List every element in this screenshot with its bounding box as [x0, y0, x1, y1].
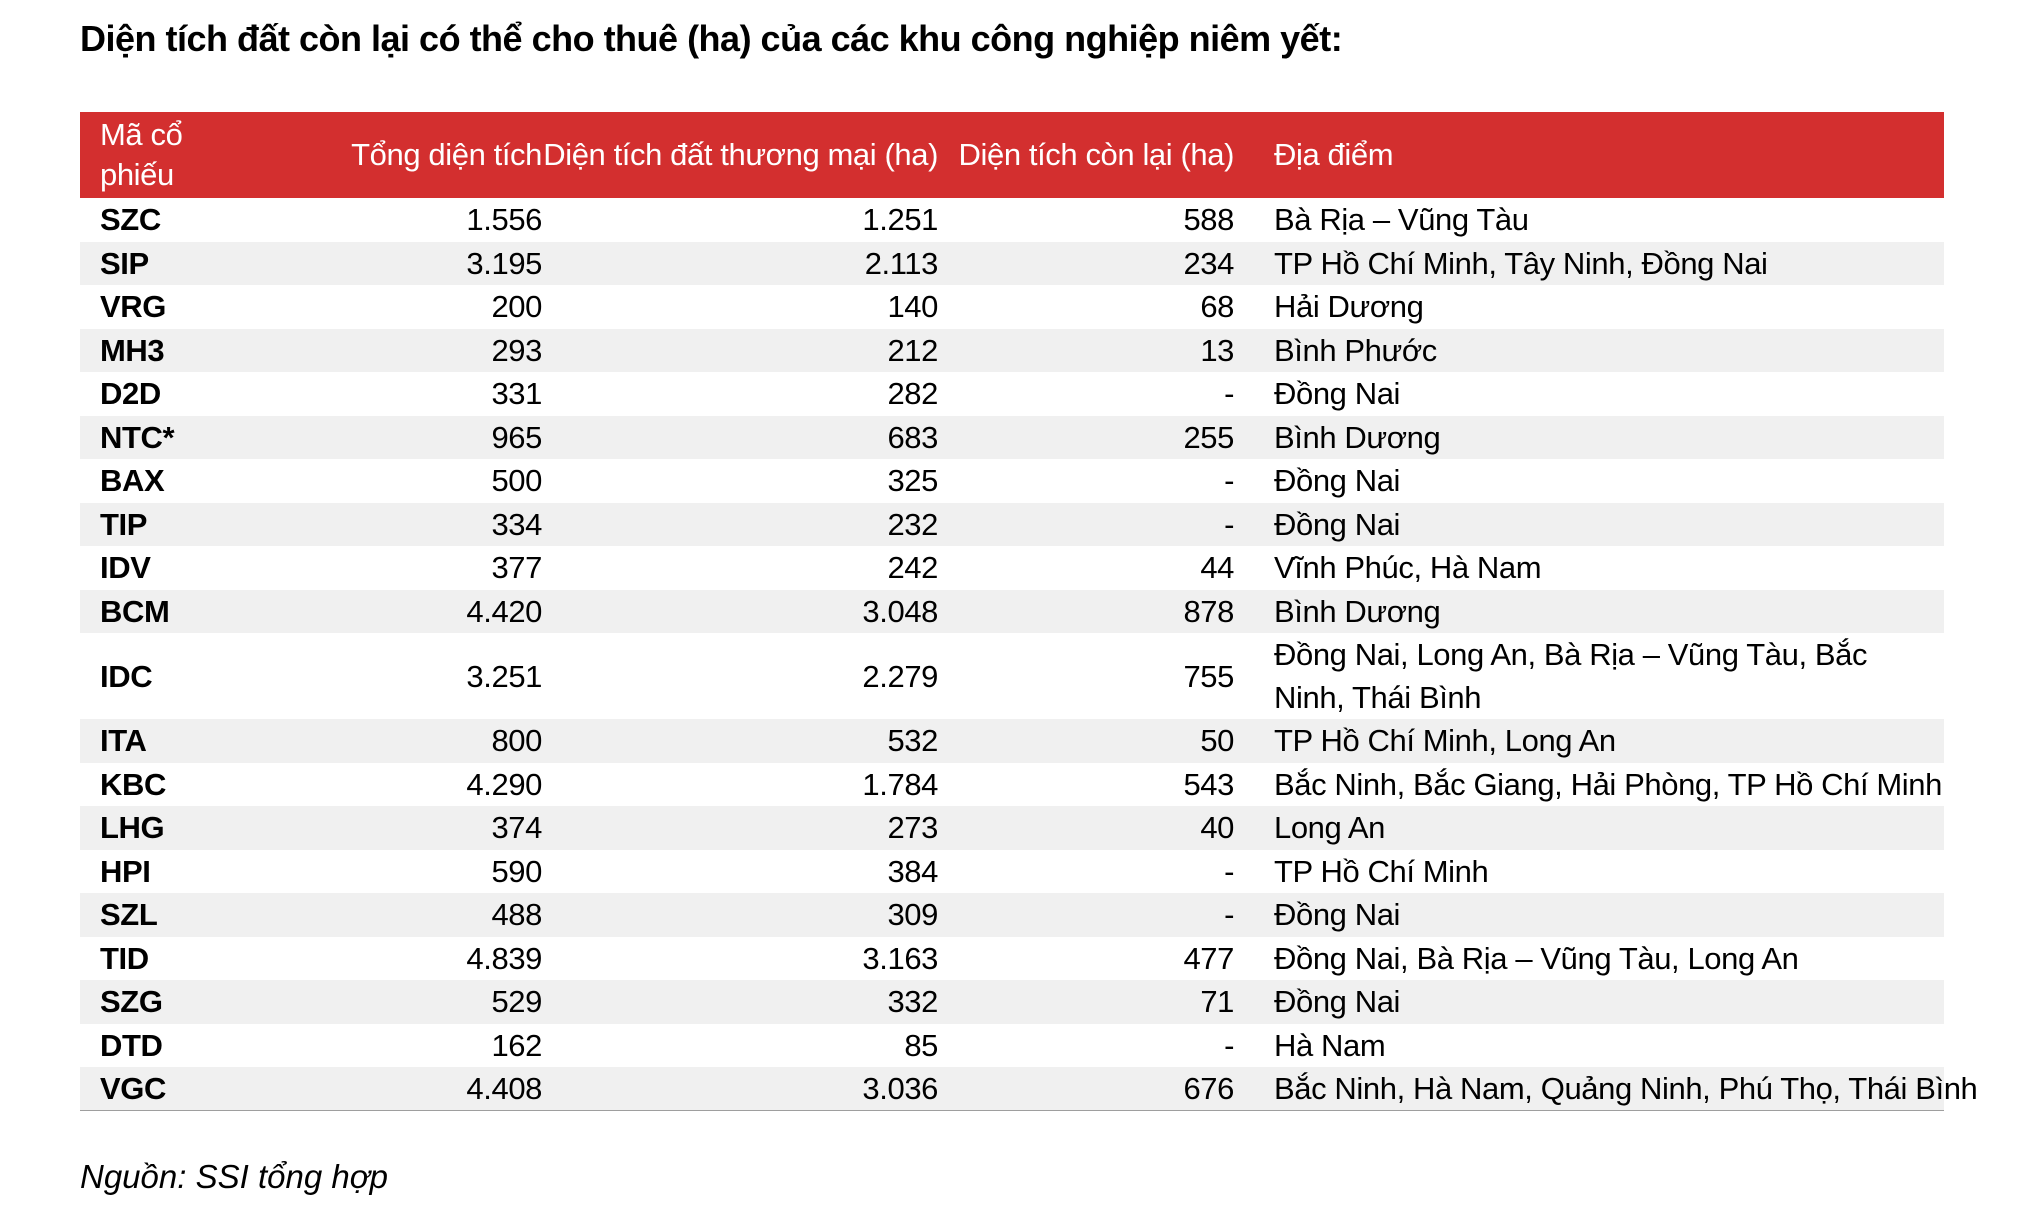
cell-remaining-area: 755 [1183, 658, 1234, 694]
cell-code: HPI [100, 853, 151, 889]
cell-remaining-area: - [1224, 853, 1234, 889]
table-row [80, 285, 1944, 329]
cell-total-area: 1.556 [466, 202, 542, 238]
cell-total-area: 800 [491, 723, 542, 759]
cell-code: SZC [100, 202, 161, 238]
cell-total-area: 4.408 [250, 1067, 542, 1111]
cell-remaining-area: 50 [1200, 723, 1234, 759]
cell-location: Đồng Nai, Bà Rịa – Vũng Tàu, Long An [1274, 940, 1799, 976]
cell-remaining-area: 13 [1200, 332, 1234, 368]
cell-code: MH3 [100, 332, 165, 368]
table-row [80, 806, 1944, 850]
cell-commercial-area: 273 [887, 810, 938, 846]
cell-total-area: 331 [491, 376, 542, 412]
table-row [80, 198, 1944, 242]
cell-remaining-area: 40 [1200, 810, 1234, 846]
cell-remaining-area: 71 [1200, 984, 1234, 1020]
cell-code: TID [100, 940, 149, 976]
cell-remaining-area: 68 [1200, 289, 1234, 325]
cell-commercial-area: 282 [887, 376, 938, 412]
cell-remaining-area: 477 [1183, 940, 1234, 976]
cell-location: Hải Dương [1274, 289, 1424, 325]
cell-remaining-area: 255 [1183, 419, 1234, 455]
cell-remaining-area: 543 [1183, 766, 1234, 802]
cell-remaining-area: 588 [1183, 202, 1234, 238]
table-row [80, 763, 1944, 807]
cell-location: Đồng Nai [1274, 463, 1401, 499]
cell-total-area: 965 [491, 419, 542, 455]
cell-remaining-area: - [1224, 463, 1234, 499]
cell-total-area: 3.195 [466, 245, 542, 281]
cell-total-area: 374 [491, 810, 542, 846]
cell-total-area: 3.251 [466, 658, 542, 694]
cell-code: LHG [100, 810, 165, 846]
cell-remaining-area: - [1224, 506, 1234, 542]
table-row [80, 459, 1944, 503]
cell-total-area: 377 [491, 550, 542, 586]
cell-code: SZG [100, 984, 163, 1020]
cell-total-area: 4.290 [466, 766, 542, 802]
cell-location: Đồng Nai [1274, 376, 1401, 412]
cell-code: D2D [100, 376, 161, 412]
cell-commercial-area: 325 [887, 463, 938, 499]
cell-commercial-area: 242 [887, 550, 938, 586]
cell-total-area: 334 [491, 506, 542, 542]
cell-location: Long An [1274, 810, 1385, 846]
cell-code: DTD [100, 1027, 163, 1063]
cell-commercial-area: 309 [887, 897, 938, 933]
header-code: Mã cổ phiếu [100, 117, 183, 192]
cell-location: Hà Nam [1274, 1027, 1386, 1063]
cell-commercial-area: 2.113 [864, 245, 938, 281]
industrial-land-table [80, 112, 1978, 1111]
cell-remaining-area: 44 [1200, 550, 1234, 586]
table-row [80, 633, 1944, 719]
cell-location: TP Hồ Chí Minh [1274, 853, 1489, 889]
table-row [80, 329, 1944, 373]
cell-code: VRG [100, 289, 166, 325]
cell-commercial-area: 85 [904, 1027, 938, 1063]
cell-commercial-area: 1.251 [862, 202, 938, 238]
cell-remaining-area: 676 [938, 1067, 1234, 1111]
cell-commercial-area: 1.784 [862, 766, 938, 802]
cell-location: Vĩnh Phúc, Hà Nam [1274, 550, 1542, 586]
cell-commercial-area: 3.036 [542, 1067, 938, 1111]
cell-location: Bà Rịa – Vũng Tàu [1274, 202, 1529, 238]
table-row [80, 590, 1944, 634]
table-row [80, 242, 1944, 286]
cell-location: TP Hồ Chí Minh, Tây Ninh, Đồng Nai [1274, 245, 1768, 281]
cell-location: Đồng Nai, Long An, Bà Rịa – Vũng Tàu, Bắc Ninh, Thái Bình [1274, 637, 1868, 715]
table-row [80, 893, 1944, 937]
cell-location: TP Hồ Chí Minh, Long An [1274, 723, 1616, 759]
table-row [80, 980, 1944, 1024]
cell-location: Đồng Nai [1274, 506, 1401, 542]
cell-commercial-area: 3.163 [862, 940, 938, 976]
cell-commercial-area: 212 [887, 332, 938, 368]
cell-code: SZL [100, 897, 158, 933]
cell-location: Bắc Ninh, Bắc Giang, Hải Phòng, TP Hồ Chí Minh [1274, 766, 1942, 802]
table-row [80, 503, 1944, 547]
cell-commercial-area: 232 [887, 506, 938, 542]
cell-code: ITA [100, 723, 147, 759]
cell-total-area: 488 [491, 897, 542, 933]
cell-commercial-area: 532 [887, 723, 938, 759]
cell-total-area: 590 [491, 853, 542, 889]
cell-code: NTC* [100, 419, 175, 455]
cell-commercial-area: 332 [887, 984, 938, 1020]
cell-code: SIP [100, 245, 149, 281]
cell-commercial-area: 140 [887, 289, 938, 325]
header-remaining-area: Diện tích còn lại (ha) [958, 137, 1234, 172]
cell-remaining-area: - [1224, 1027, 1234, 1063]
table-row [80, 372, 1944, 416]
cell-location: Đồng Nai [1274, 897, 1401, 933]
cell-commercial-area: 2.279 [862, 658, 938, 694]
cell-total-area: 162 [491, 1027, 542, 1063]
table-row [80, 850, 1944, 894]
cell-remaining-area: - [1224, 376, 1234, 412]
cell-commercial-area: 3.048 [862, 593, 938, 629]
header-total-area: Tổng diện tích [351, 137, 542, 172]
cell-code: KBC [100, 766, 166, 802]
cell-location: Bình Dương [1274, 593, 1441, 629]
cell-code: VGC [80, 1067, 250, 1111]
cell-code: IDC [100, 658, 153, 694]
cell-location: Bình Dương [1274, 419, 1441, 455]
cell-commercial-area: 384 [887, 853, 938, 889]
cell-total-area: 4.839 [466, 940, 542, 976]
cell-total-area: 293 [491, 332, 542, 368]
header-commercial-area: Diện tích đất thương mại (ha) [543, 137, 938, 172]
cell-commercial-area: 683 [887, 419, 938, 455]
table-row [80, 937, 1944, 981]
table-row [80, 546, 1944, 590]
cell-total-area: 4.420 [466, 593, 542, 629]
cell-remaining-area: 878 [1183, 593, 1234, 629]
cell-code: IDV [100, 550, 151, 586]
cell-remaining-area: 234 [1183, 245, 1234, 281]
cell-location: Đồng Nai [1274, 984, 1401, 1020]
cell-remaining-area: - [1224, 897, 1234, 933]
table-header-row [80, 112, 1944, 198]
cell-code: BAX [100, 463, 165, 499]
cell-location: Bắc Ninh, Hà Nam, Quảng Ninh, Phú Thọ, Thái Bình [1234, 1067, 1944, 1111]
table-row [80, 1067, 1944, 1111]
cell-total-area: 500 [491, 463, 542, 499]
table-title: Diện tích đất còn lại có thể cho thuê (ha) của các khu công nghiệp niêm yết: [80, 18, 1343, 59]
cell-code: TIP [100, 506, 148, 542]
cell-total-area: 529 [491, 984, 542, 1020]
header-location: Địa điểm [1274, 137, 1394, 172]
cell-code: BCM [100, 593, 170, 629]
table-row [80, 1024, 1944, 1068]
table-row [80, 416, 1944, 460]
cell-location: Bình Phước [1274, 332, 1437, 368]
source-note: Nguồn: SSI tổng hợp [80, 1158, 388, 1195]
cell-total-area: 200 [491, 289, 542, 325]
table-row [80, 719, 1944, 763]
